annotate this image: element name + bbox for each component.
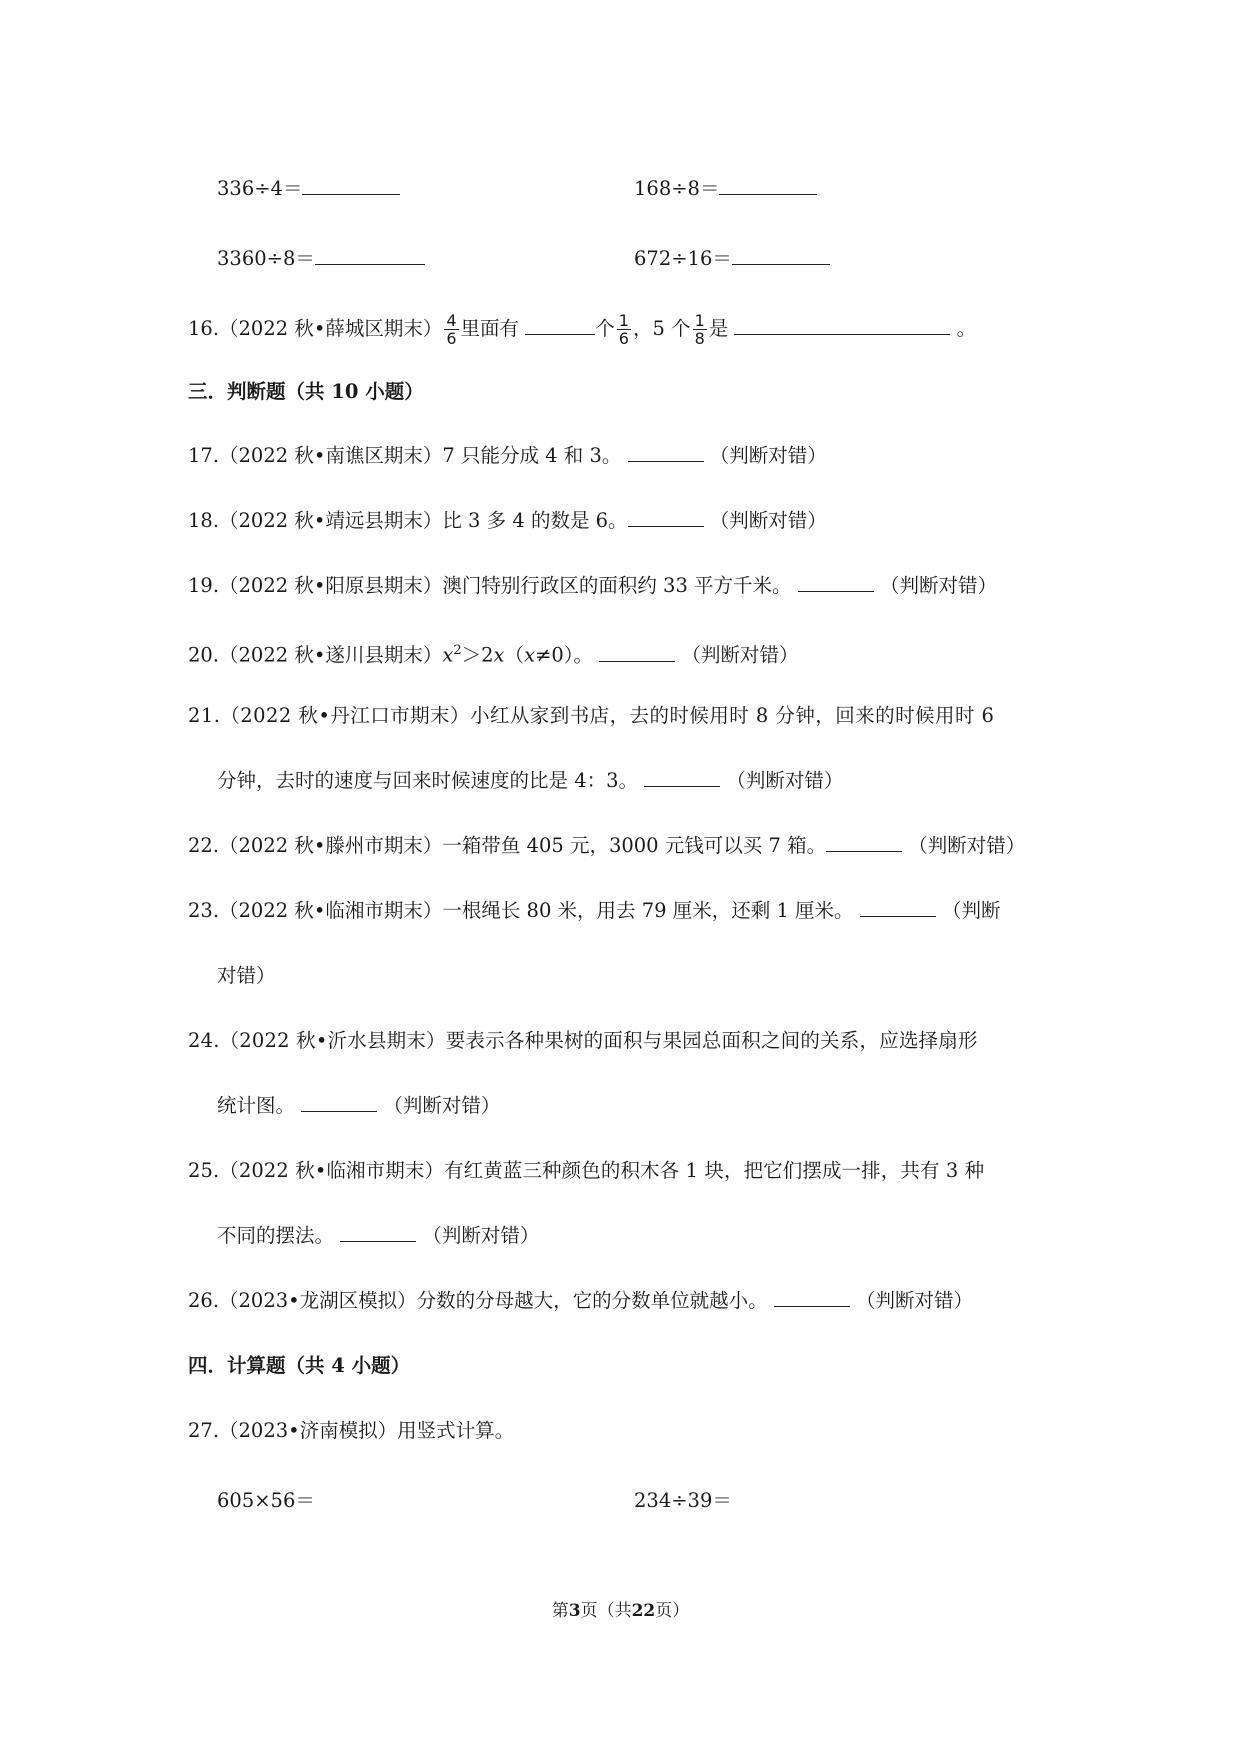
question-17: 17.（2022 秋•南谯区期末）7 只能分成 4 和 3。 （判断对错） <box>188 444 827 467</box>
question-22: 22.（2022 秋•滕州市期末）一箱带鱼 405 元，3000 元钱可以买 7 箱。 （判断对错） <box>188 834 1026 857</box>
calc-row-2 <box>217 245 425 273</box>
answer-blank[interactable] <box>628 508 704 527</box>
answer-blank[interactable] <box>628 443 704 462</box>
calc-item-left: 605×56＝ <box>217 1489 315 1512</box>
answer-blank[interactable] <box>525 316 595 335</box>
question-23-line2: 对错） <box>217 964 276 987</box>
question-19: 19.（2022 秋•阳原县期末）澳门特别行政区的面积约 33 平方千米。 （判断对错） <box>188 574 997 597</box>
question-24-line2: 统计图。 （判断对错） <box>217 1094 501 1117</box>
page-footer: 第3页（共22页） <box>551 1601 690 1621</box>
answer-blank[interactable] <box>301 1093 377 1112</box>
answer-blank[interactable] <box>599 643 675 662</box>
answer-blank[interactable] <box>774 1288 850 1307</box>
answer-blank[interactable] <box>315 246 425 265</box>
answer-blank[interactable] <box>826 833 902 852</box>
page-number: 3 <box>568 1601 581 1621</box>
section-heading-judgement: 三．判断题（共 10 小题） <box>188 380 424 403</box>
question-23-line1: 23.（2022 秋•临湘市期末）一根绳长 80 米，用去 79 厘米，还剩 1 厘米。 （判断 <box>188 899 1001 922</box>
calc-item: 672÷16＝ <box>634 247 732 270</box>
question-27: 27.（2023•济南模拟）用竖式计算。 <box>188 1419 515 1442</box>
question-25-line2: 不同的摆法。 （判断对错） <box>217 1224 540 1247</box>
calc-row-2-right <box>634 245 830 273</box>
fraction: $\frac{1}{8}$ <box>694 311 705 348</box>
calc-row-1-right <box>634 175 817 203</box>
question-21-line1: 21.（2022 秋•丹江口市期末）小红从家到书店，去的时候用时 8 分钟，回来的时候用时 6 <box>188 704 995 727</box>
answer-blank[interactable] <box>732 246 830 265</box>
question-26: 26.（2023•龙湖区模拟）分数的分母越大，它的分数单位就越小。 （判断对错） <box>188 1289 974 1312</box>
question-24-line1: 24.（2022 秋•沂水县期末）要表示各种果树的面积与果园总面积之间的关系，应选择扇形 <box>188 1029 978 1052</box>
fraction: $\frac{1}{6}$ <box>618 311 629 348</box>
answer-blank[interactable] <box>860 898 936 917</box>
section-heading-calculation: 四．计算题（共 4 小题） <box>188 1354 411 1377</box>
calc-item: 168÷8＝ <box>634 177 720 200</box>
page-total: 22 <box>631 1601 656 1621</box>
answer-blank[interactable] <box>734 316 950 335</box>
question-16: 16.（2022 秋•薛城区期末） $\frac{4}{6}$ 里面有 个 $\frac{1}{6}$ ，5 个 $\frac{1}{8}$ 是 。 <box>188 311 977 348</box>
answer-blank[interactable] <box>798 573 874 592</box>
calc-item: 3360÷8＝ <box>217 247 315 270</box>
answer-blank[interactable] <box>340 1223 416 1242</box>
question-25-line1: 25.（2022 秋•临湘市期末）有红黄蓝三种颜色的积木各 1 块，把它们摆成一排，共有 3 种 <box>188 1159 985 1182</box>
calc-row-1 <box>217 175 400 203</box>
answer-blank[interactable] <box>719 176 817 195</box>
answer-blank[interactable] <box>302 176 400 195</box>
question-21-line2: 分钟，去时的速度与回来时候速度的比是 4：3。 （判断对错） <box>217 769 844 792</box>
answer-blank[interactable] <box>644 768 720 787</box>
calc-item: 336÷4＝ <box>217 177 303 200</box>
question-20: 20.（2022 秋•遂川县期末）$x^2>2x(x\ne 0)$。 （判断对错） <box>188 643 799 667</box>
calc-item-right: 234÷39＝ <box>634 1489 732 1512</box>
fraction: $\frac{4}{6}$ <box>446 311 457 348</box>
question-18: 18.（2022 秋•靖远县期末）比 3 多 4 的数是 6。 （判断对错） <box>188 509 827 532</box>
